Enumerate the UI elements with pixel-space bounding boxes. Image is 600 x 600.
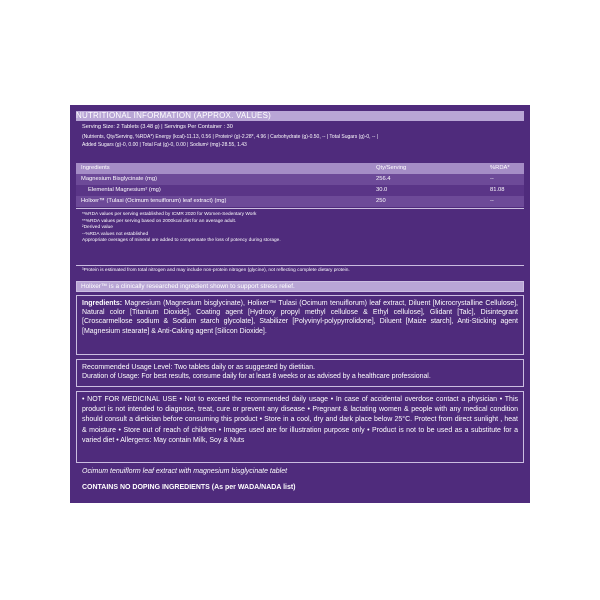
- claim-banner: [76, 281, 524, 292]
- cell-ingredient: Holixer™ (Tulasi (Ocimum tenuiflorum) leaf extract) (mg): [81, 198, 227, 204]
- col-rda: %RDA*: [490, 165, 510, 171]
- nutrients-line-1: (Nutrients, Qty/Serving, %RDA*) Energy (kcal)-11.13, 0.56 | Protein² (g)-2.28*, 4.96 | Carbohydrate (g)-0.50, -- | Total Sugars (g)-0, -- |: [82, 134, 378, 140]
- footnote-protein: ³Protein is estimated from total nitrogen and may include non-protein nitrogen (glycine), not reflecting complete dietary protein.: [82, 268, 350, 273]
- nutrition-title: NUTRITIONAL INFORMATION (APPROX. VALUES): [76, 111, 271, 120]
- cell-ingredient: Magnesium Bisglycinate (mg): [81, 176, 158, 182]
- table-row: [76, 196, 524, 207]
- usage-level: Recommended Usage Level: Two tablets daily or as suggested by dietitian.: [82, 364, 315, 371]
- footnote: **%RDA values per serving based on 2000kcal diet for an average adult.: [82, 218, 237, 224]
- footnote: ²Derived value: [82, 225, 113, 230]
- ingredients-box: [76, 295, 524, 355]
- cell-qty: 30.0: [376, 187, 388, 193]
- usage-box: [76, 359, 524, 387]
- doping-statement: CONTAINS NO DOPING INGREDIENTS (As per WADA/NADA list): [82, 484, 296, 491]
- product-description: Ocimum tenuiflorm leaf extract with magnesium bisglycinate tablet: [82, 468, 288, 475]
- footnote: --%RDA values not established: [82, 231, 149, 237]
- col-qty: Qty/Serving: [376, 165, 407, 171]
- ingredients-text: Magnesium (Magnesium bisglycinate), Holixer™ Tulasi (Ocimum tenuiflorum) leaf extract, Diluent [Microcrystalline Cellulose], Natural color [Titanium Dioxide], Coating agent [Hydroxy propyl methyl cellulose & Ethyl cellulose], Glidant [Talc], Disintegrant [Croscarmellose sodium & Sodium starch glycolate], Stabilizer [Polyvinyl-polypyrrolidone], Diluent [Maize starch], Anti-Sticking agent [Magnesium stearate] & Anti-Caking agent [Silicon Dioxide].: [82, 300, 518, 335]
- serving-size: Serving Size: 2 Tablets (3.48 g) | Servings Per Container : 30: [82, 124, 233, 130]
- cell-rda: 81.08: [490, 187, 505, 193]
- cell-qty: 256.4: [376, 176, 391, 182]
- footnotes: [82, 212, 281, 245]
- warning-text: • NOT FOR MEDICINAL USE • Not to exceed the recommended daily usage • In case of accidental overdose contact a physician • This product is not intended to diagnose, treat, cure or prevent any disease • Pregnant & lactating women & people with any medical condition should consult a dietician before consuming this product • Store in a cool, dry and dark place below 25°C. Protect from direct sunlight , heat & moisture • Store out of reach of children • Images used are for illustration purpose only • Product is not to be used as a substitute for a varied diet • Allergens: May contain Milk, Soy & Nuts: [82, 396, 518, 444]
- footnote: Appropriate overages of mineral are added to compensate the loss of potency during storage.: [82, 238, 281, 243]
- nutrients-line-2: Added Sugars (g)-0, 0.00 | Total Fat (g)-0, 0.00 | Sodium² (mg)-28.55, 1.43: [82, 142, 247, 148]
- usage-duration: Duration of Usage: For best results, consume daily for at least 8 weeks or as advised by a healthcare professional.: [82, 373, 431, 381]
- ingredients-label: Ingredients:: [82, 300, 123, 307]
- cell-qty: 250: [376, 198, 386, 204]
- table-row: [76, 185, 524, 196]
- col-ingredients: Ingredients: [81, 165, 110, 171]
- divider: [76, 208, 524, 209]
- cell-rda: --: [490, 198, 494, 204]
- cell-rda: --: [490, 176, 494, 182]
- warning-box: [76, 391, 524, 463]
- divider: [76, 265, 524, 266]
- table-row: [76, 174, 524, 185]
- table-header: [76, 163, 524, 174]
- claim-text: Holixer™ is a clinically researched ingredient shown to support stress relief.: [81, 283, 295, 290]
- nutrition-label-panel: [70, 105, 530, 503]
- footnote: *%RDA values per serving established by ICMR 2020 for Women-Sedentary Work: [82, 212, 257, 217]
- cell-ingredient: Elemental Magnesium² (mg): [88, 187, 161, 193]
